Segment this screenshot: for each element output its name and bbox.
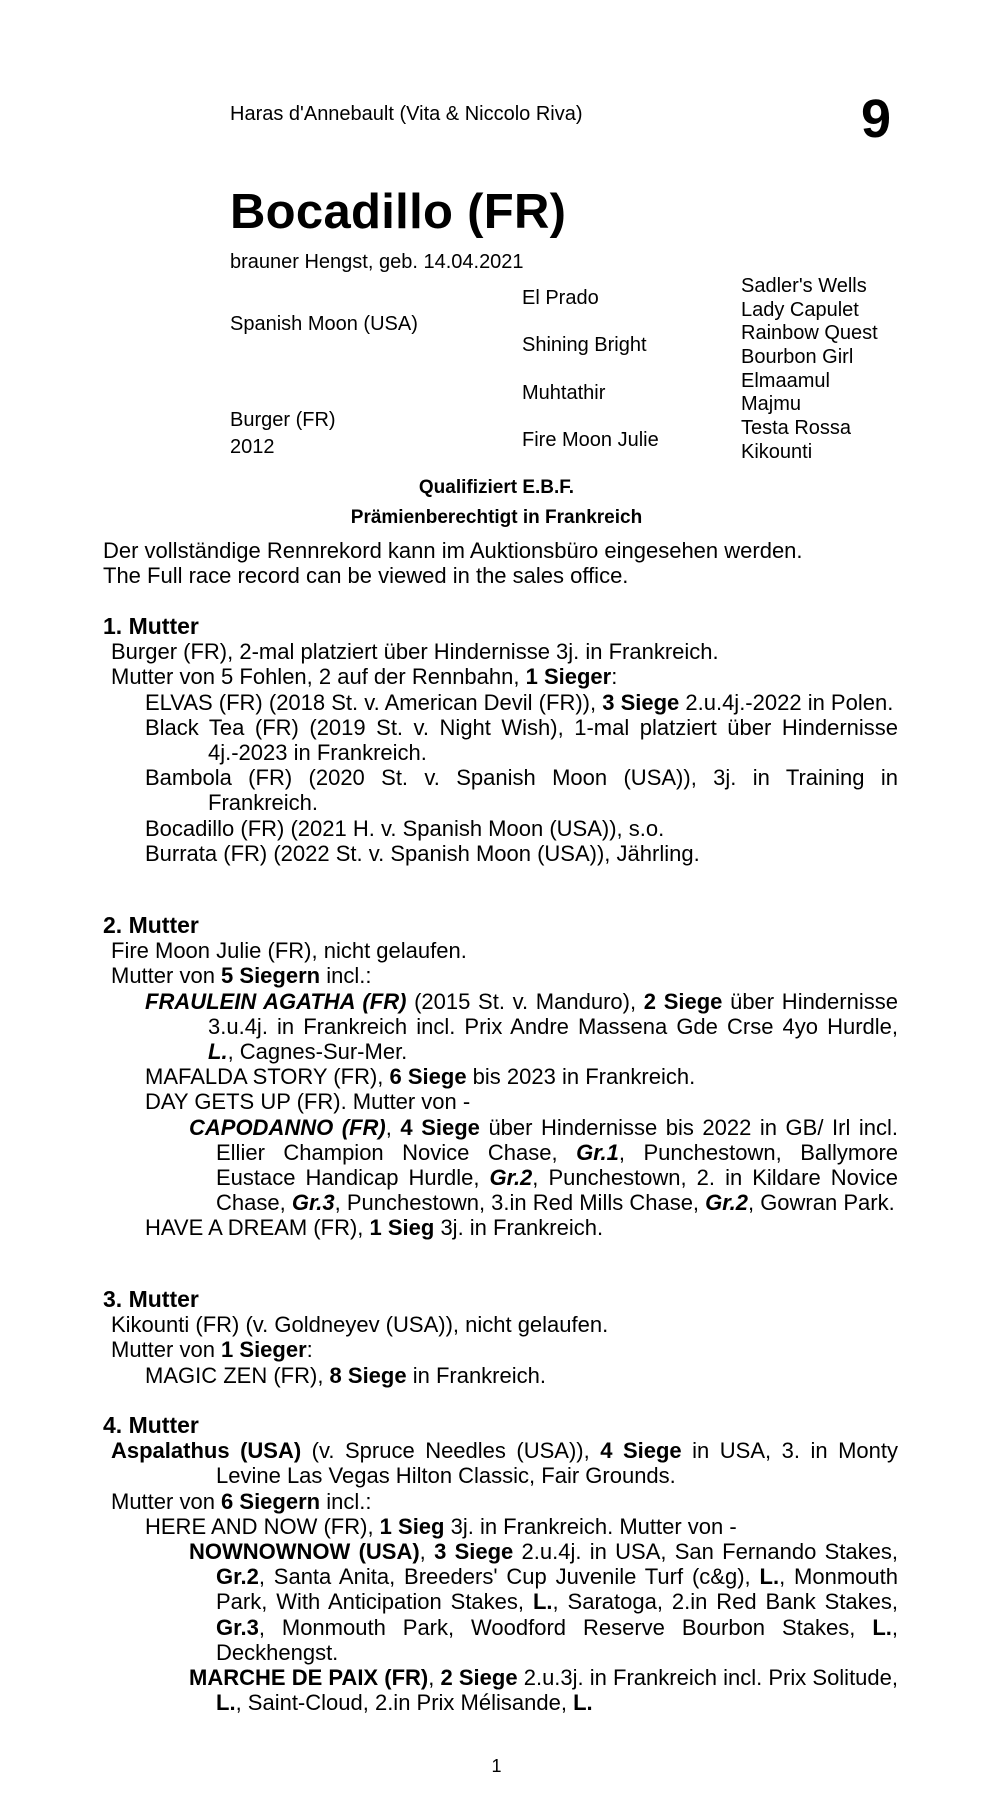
produce-entry: HERE AND NOW (FR), 1 Sieg 3j. in Frankreich. Mutter von - bbox=[145, 1513, 737, 1539]
produce-entry: MAGIC ZEN (FR), 8 Siege in Frankreich. bbox=[145, 1362, 546, 1388]
pedigree-grandparent: Fire Moon Julie bbox=[522, 429, 659, 451]
pedigree-grandparent: El Prado bbox=[522, 287, 599, 309]
consignor: Haras d'Annebault (Vita & Niccolo Riva) bbox=[230, 103, 583, 125]
produce-line: Mutter von 5 Fohlen, 2 auf der Rennbahn, 1 Sieger: bbox=[111, 664, 618, 690]
pedigree-great-grandparent: Sadler's Wells bbox=[741, 275, 867, 297]
horse-description: brauner Hengst, geb. 14.04.2021 bbox=[230, 251, 524, 273]
pedigree-great-grandparent: Testa Rossa bbox=[741, 417, 852, 439]
section-heading: 4. Mutter bbox=[103, 1412, 199, 1438]
race-record-notice bbox=[103, 538, 898, 588]
produce-line: Mutter von 1 Sieger: bbox=[111, 1337, 313, 1363]
pedigree-dam: Burger (FR) bbox=[230, 409, 336, 431]
notice-german: Der vollständige Rennrekord kann im Auktionsbüro eingesehen werden. bbox=[103, 538, 803, 563]
section-second-dam bbox=[103, 913, 898, 1241]
produce-entry: MAFALDA STORY (FR), 6 Siege bis 2023 in Frankreich. bbox=[145, 1064, 696, 1090]
produce-entry: ELVAS (FR) (2018 St. v. American Devil (FR)), 3 Siege 2.u.4j.-2022 in Polen. bbox=[145, 689, 894, 715]
pedigree-dam-year: 2012 bbox=[230, 436, 275, 458]
pedigree-great-grandparent: Kikounti bbox=[741, 441, 813, 463]
dam-line: Aspalathus (USA) (v. Spruce Needles (USA)), 4 Siege in USA, 3. in Monty Levine Las Vegas Hilton Classic, Fair Grounds. bbox=[111, 1438, 899, 1489]
section-fourth-dam bbox=[103, 1413, 898, 1715]
lot-number: 9 bbox=[861, 89, 892, 149]
produce-entry: FRAULEIN AGATHA (FR) (2015 St. v. Manduro), 2 Siege über Hindernisse 3.u.4j. in Frankreich incl. Prix Andre Massena Gde Crse 4yo Hurdle, L., Cagnes-Sur-Mer. bbox=[145, 988, 898, 1065]
produce-line: Mutter von 6 Siegern incl.: bbox=[111, 1488, 372, 1514]
pedigree-grandparent: Shining Bright bbox=[522, 334, 647, 356]
produce-sub-entry: CAPODANNO (FR), 4 Siege über Hindernisse bis 2022 in GB/ Irl incl. Ellier Champion Novice Chase, Gr.1, Punchestown, Ballymore Eustace Handicap Hurdle, Gr.2, Punchestown, 2. in Kildare Novice Chase, Gr.3, Punchestown, 3.in Red Mills Chase, Gr.2, Gowran Park. bbox=[189, 1114, 899, 1216]
produce-entry: Black Tea (FR) (2019 St. v. Night Wish), 1-mal platziert über Hindernisse 4j.-2023 in Frankreich. bbox=[145, 714, 898, 766]
pedigree-great-grandparent: Rainbow Quest bbox=[741, 322, 878, 344]
produce-entry: Bocadillo (FR) (2021 H. v. Spanish Moon (USA)), s.o. bbox=[145, 815, 665, 841]
produce-entry: HAVE A DREAM (FR), 1 Sieg 3j. in Frankreich. bbox=[145, 1215, 604, 1241]
dam-line: Kikounti (FR) (v. Goldneyev (USA)), nicht gelaufen. bbox=[111, 1312, 609, 1338]
page-number: 1 bbox=[491, 1756, 502, 1776]
qualification-premium: Prämienberechtigt in Frankreich bbox=[350, 507, 643, 528]
pedigree-sire: Spanish Moon (USA) bbox=[230, 313, 418, 335]
pedigree-great-grandparent: Lady Capulet bbox=[741, 299, 859, 321]
qualification-ebf: Qualifiziert E.B.F. bbox=[418, 477, 575, 498]
horse-name: Bocadillo (FR) bbox=[230, 185, 567, 239]
produce-sub-entry: MARCHE DE PAIX (FR), 2 Siege 2.u.3j. in Frankreich incl. Prix Solitude, L., Saint-Cloud, 2.in Prix Mélisande, L. bbox=[189, 1665, 899, 1716]
produce-entry: DAY GETS UP (FR). Mutter von - bbox=[145, 1089, 471, 1115]
produce-entry: Burrata (FR) (2022 St. v. Spanish Moon (USA)), Jährling. bbox=[145, 840, 700, 866]
pedigree-grandparent: Muhtathir bbox=[522, 382, 606, 404]
section-third-dam bbox=[103, 1287, 898, 1388]
section-heading: 1. Mutter bbox=[103, 613, 199, 639]
pedigree-great-grandparent: Elmaamul bbox=[741, 370, 830, 392]
pedigree-great-grandparent: Bourbon Girl bbox=[741, 346, 854, 368]
section-first-dam bbox=[103, 614, 898, 866]
notice-english: The Full race record can be viewed in the sales office. bbox=[103, 563, 629, 588]
dam-line: Fire Moon Julie (FR), nicht gelaufen. bbox=[111, 938, 467, 964]
produce-entry: Bambola (FR) (2020 St. v. Spanish Moon (USA)), 3j. in Training in Frankreich. bbox=[145, 765, 898, 816]
pedigree-great-grandparent: Majmu bbox=[741, 393, 802, 415]
dam-line: Burger (FR), 2-mal platziert über Hindernisse 3j. in Frankreich. bbox=[111, 639, 719, 665]
section-heading: 2. Mutter bbox=[103, 912, 199, 938]
section-heading: 3. Mutter bbox=[103, 1286, 199, 1312]
produce-line: Mutter von 5 Siegern incl.: bbox=[111, 963, 372, 989]
produce-sub-entry: NOWNOWNOW (USA), 3 Siege 2.u.4j. in USA, San Fernando Stakes, Gr.2, Santa Anita, Breeders' Cup Juvenile Turf (c&g), L., Monmouth Park, With Anticipation Stakes, L., Saratoga, 2.in Red Bank Stakes, Gr.3, Monmouth Park, Woodford Reserve Bourbon Stakes, L., Deckhengst. bbox=[189, 1539, 898, 1665]
